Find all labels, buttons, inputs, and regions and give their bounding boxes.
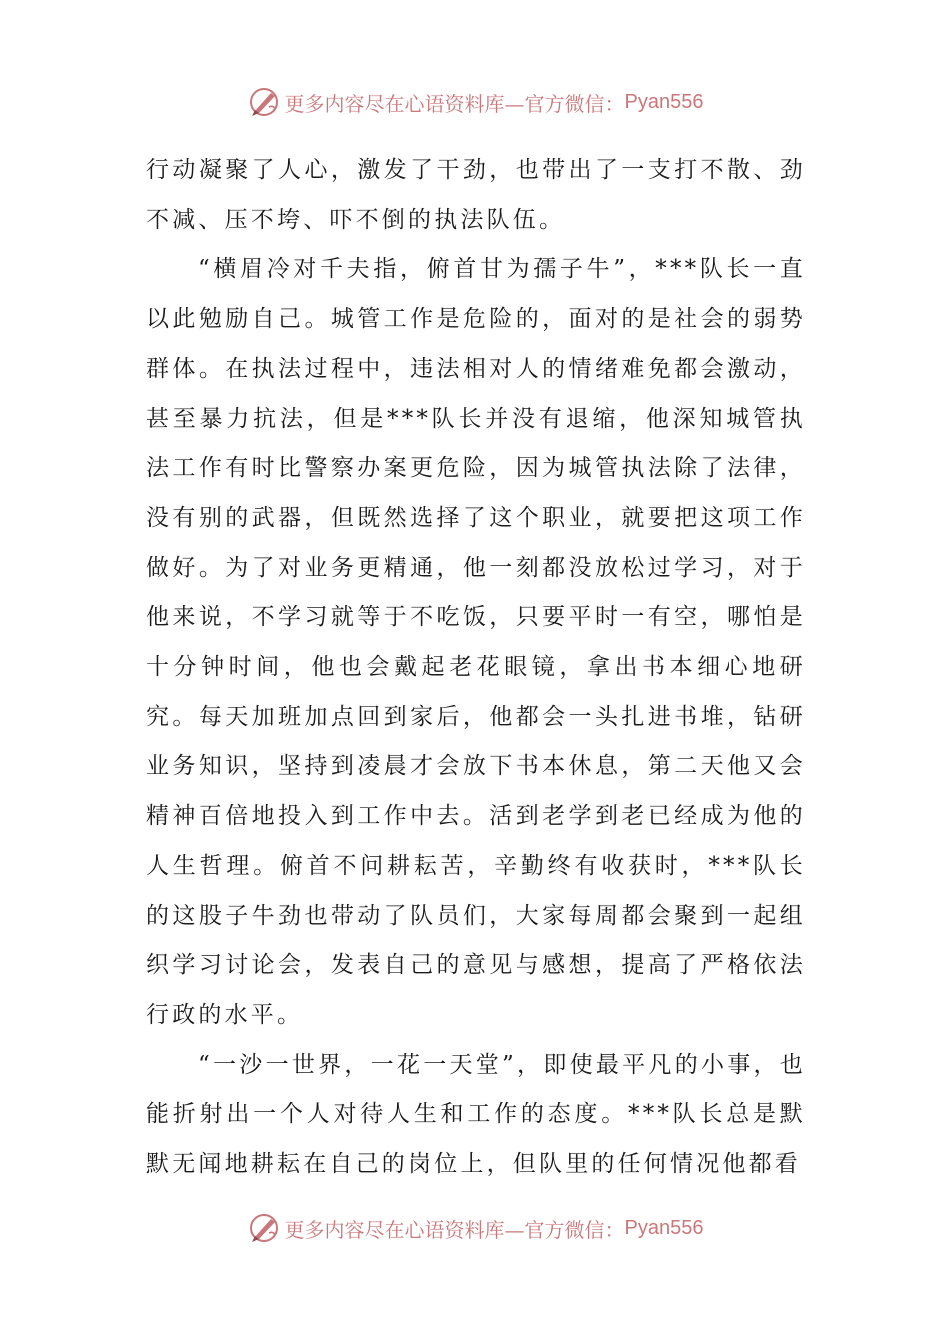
- header-banner-wechat-id: Pyan556: [624, 90, 704, 113]
- body-paragraph-3: “一沙一世界，一花一天堂”，即使最平凡的小事，也能折射出一个人对待人生和工作的态度。***队长总是默默无闻地耕耘在自己的岗位上，但队里的任何情况他都看: [146, 1051, 806, 1178]
- pen-circle-logo-icon: [247, 1211, 281, 1245]
- footer-banner-text: 更多内容尽在心语资料库—官方微信：: [284, 1217, 625, 1242]
- footer-banner-wechat-id: Pyan556: [624, 1216, 704, 1239]
- body-paragraph-2: “横眉冷对千夫指，俯首甘为孺子牛”，***队长一直以此勉励自己。城管工作是危险的，面对的是社会的弱势群体。在执法过程中，违法相对人的情绪难免都会激动，甚至暴力抗法，但是***队长并没有退缩，他深知城管执法工作有时比警察办案更危险，因为城管执法除了法律，没有别的武器，但既然选择了这个职业，就要把这项工作做好。为了对业务更精通，他一刻都没放松过学习，对于他来说，不学习就等于不吃饭，只要平时一有空，哪怕是十分钟时间，他也会戴起老花眼镜，拿出书本细心地研究。每天加班加点回到家后，他都会一头扎进书堆，钻研业务知识，坚持到凌晨才会放下书本休息，第二天他又会精神百倍地投入到工作中去。活到老学到老已经成为他的人生哲理。俯首不问耕耘苦，辛勤终有收获时，***队长的这股子牛劲也带动了队员们，大家每周都会聚到一起组织学习讨论会，发表自己的意见与感想，提高了严格依法行政的水平。: [146, 256, 806, 1028]
- header-banner: [0, 82, 950, 122]
- pen-circle-logo-icon: [247, 85, 281, 119]
- body-paragraph-1: 行动凝聚了人心，激发了干劲，也带出了一支打不散、劲不减、压不垮、吓不倒的执法队伍。: [146, 157, 806, 233]
- document-body: [146, 146, 806, 1190]
- header-banner-text: 更多内容尽在心语资料库—官方微信：: [284, 91, 625, 116]
- footer-banner: [0, 1208, 950, 1248]
